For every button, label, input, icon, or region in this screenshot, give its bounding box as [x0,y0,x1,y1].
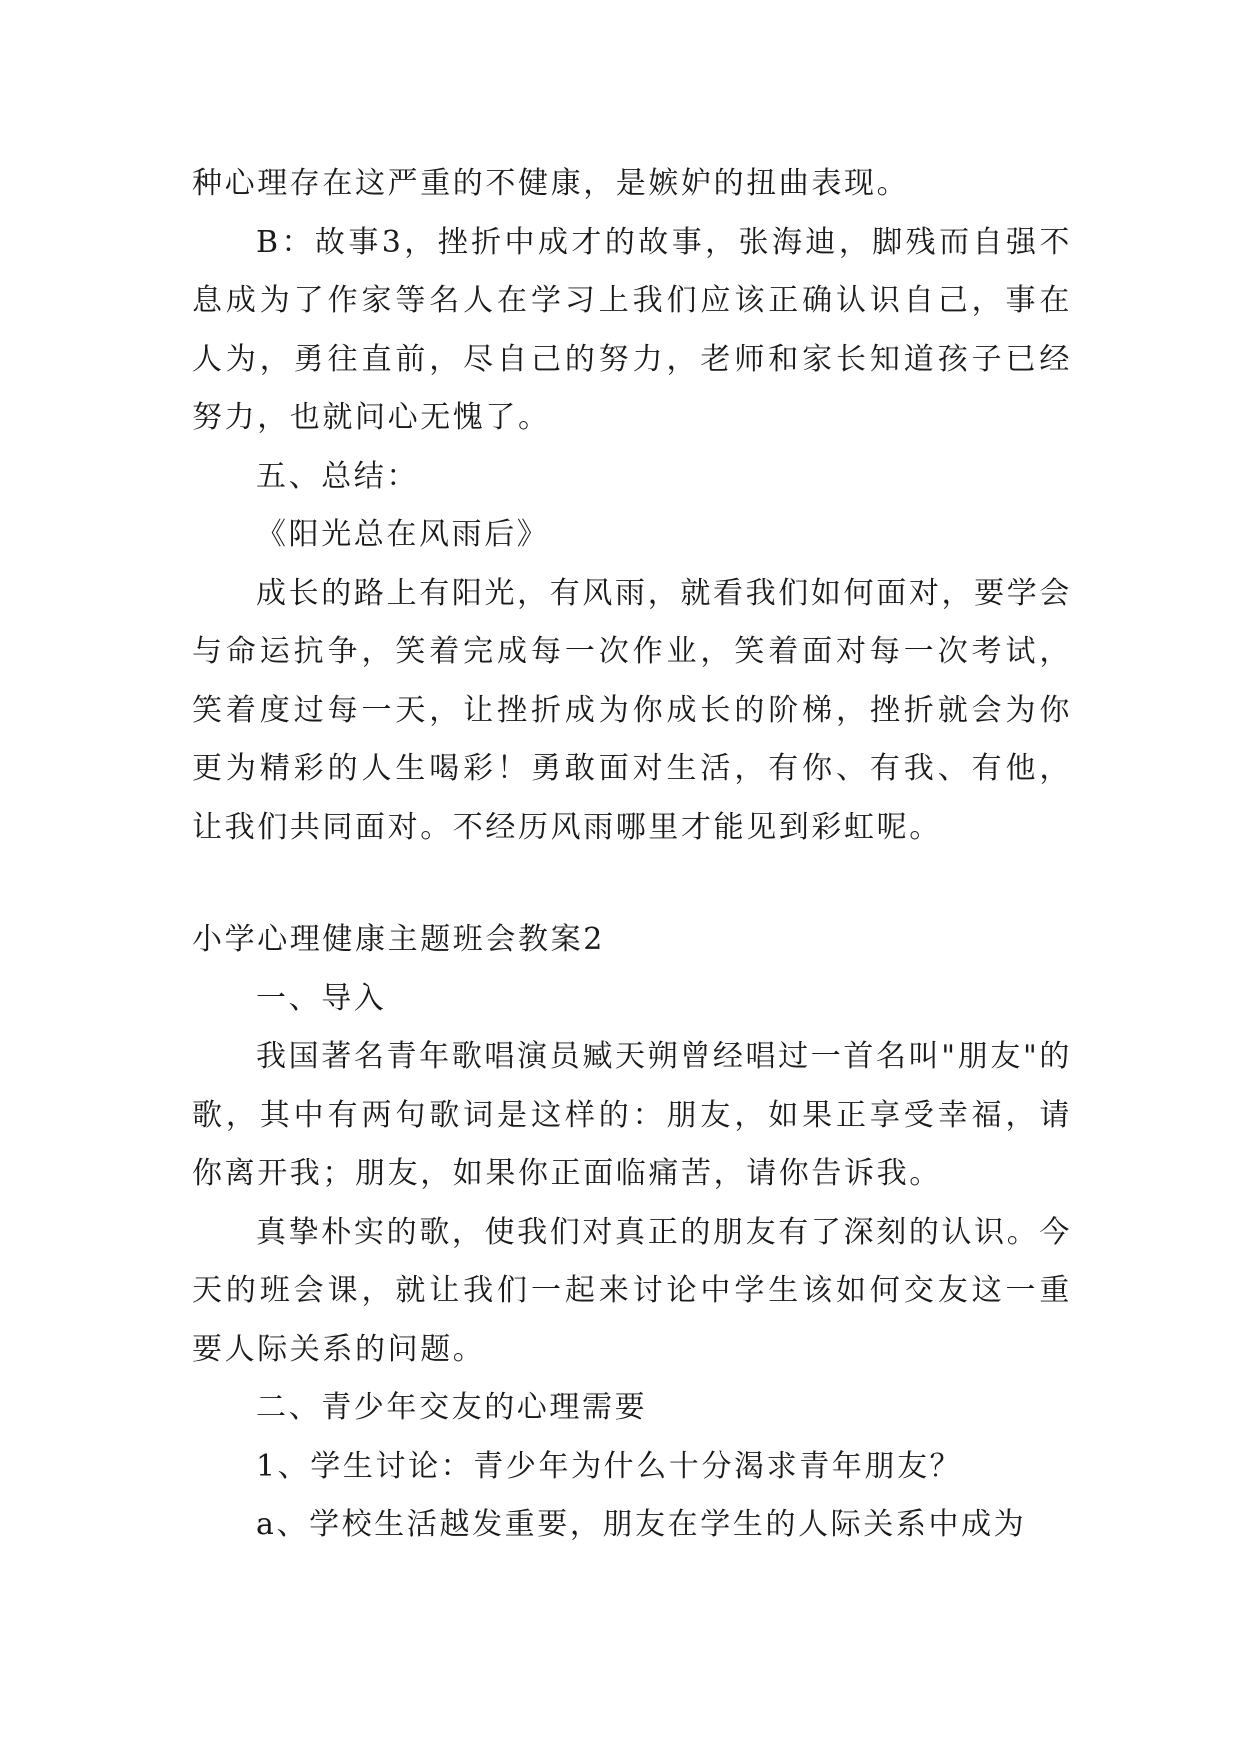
section-1-body [192,155,1072,857]
paragraph-continuation: 种心理存在这严重的不健康，是嫉妒的扭曲表现。 [192,166,910,201]
section-2-body [192,911,1072,1555]
lesson-plan-title: 小学心理健康主题班会教案2 [192,922,605,957]
song-title: 《阳光总在风雨后》 [256,517,550,552]
item-school-life: a、学校生活越发重要，朋友在学生的人际关系中成为 [256,1507,1027,1542]
heading-summary: 五、总结： [256,458,419,494]
paragraph-song-intro: 我国著名青年歌唱演员臧天朔曾经唱过一首名叫"朋友"的歌，其中有两句歌词是这样的：朋友，如果正享受幸福，请你离开我；朋友，如果你正面临痛苦，请你告诉我。 [192,1039,1072,1191]
heading-friendship-needs: 二、青少年交友的心理需要 [256,1390,648,1425]
heading-introduction: 一、导入 [256,980,387,1016]
paragraph-class-topic: 真挚朴实的歌，使我们对真正的朋友有了深刻的认识。今天的班会课，就让我们一起来讨论中学生该如何交友这一重要人际关系的问题。 [192,1214,1072,1367]
paragraph-story-3: B：故事3，挫折中成才的故事，张海迪，脚残而自强不息成为了作家等名人在学习上我们应该正确认识自己，事在人为，勇往直前，尽自己的努力，老师和家长知道孩子已经努力，也就问心无愧了。 [192,224,1072,435]
item-student-discussion: 1、学生讨论：青少年为什么十分渴求青年朋友？ [256,1448,963,1484]
paragraph-conclusion: 成长的路上有阳光，有风雨，就看我们如何面对，要学会与命运抗争，笑着完成每一次作业，笑着面对每一次考试，笑着度过每一天，让挫折成为你成长的阶梯，挫折就会为你更为精彩的人生喝彩！勇敢面对生活，有你、有我、有他，让我们共同面对。不经历风雨哪里才能见到彩虹呢。 [192,575,1072,845]
